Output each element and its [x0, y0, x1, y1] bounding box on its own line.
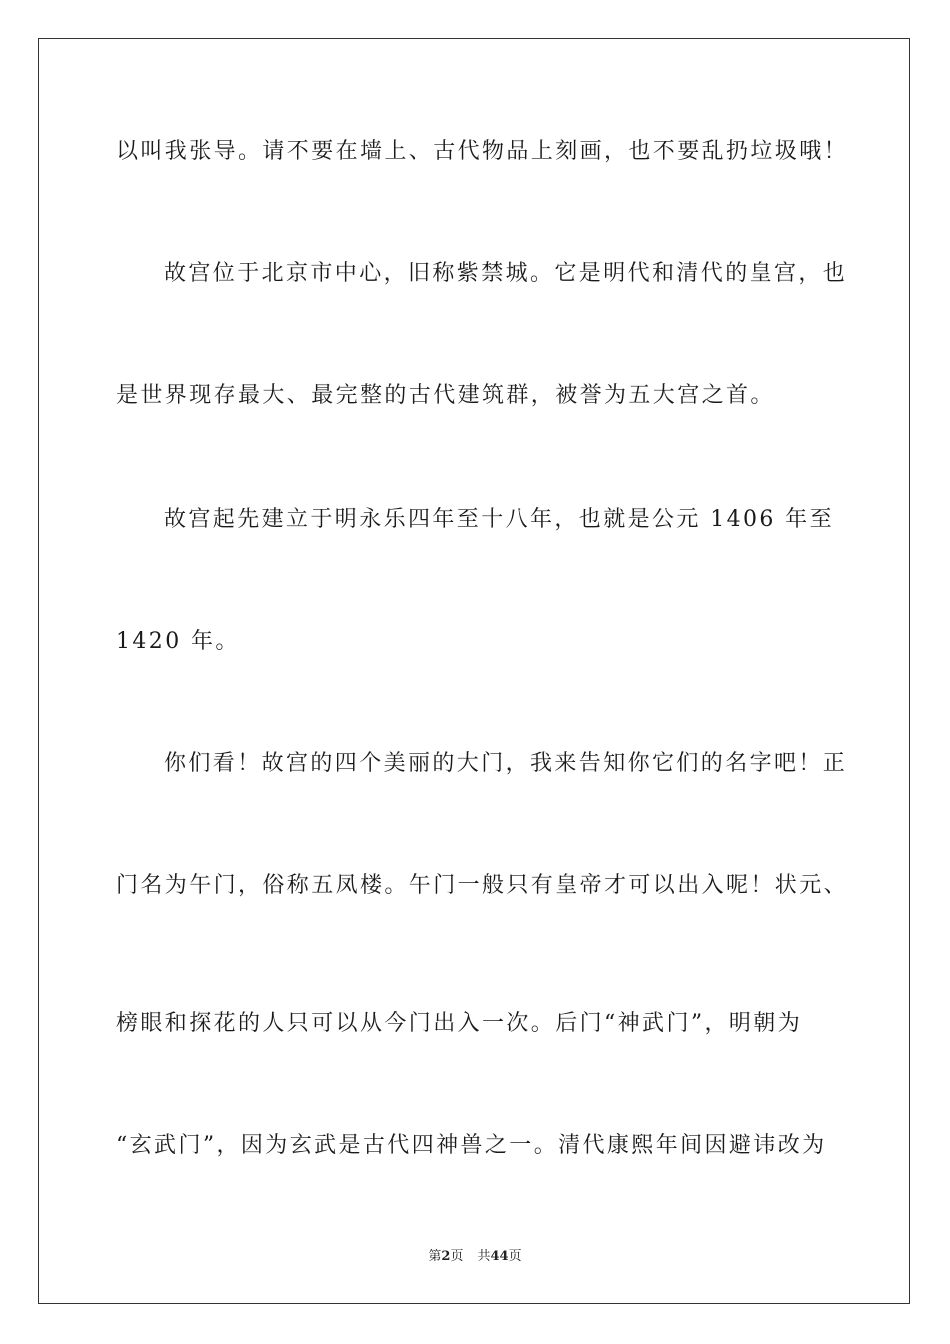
- text-line-9: “玄武门”，因为玄武是古代四神兽之一。清代康熙年间因避讳改为: [116, 1133, 827, 1158]
- footer-page-number: 2: [441, 1249, 451, 1264]
- footer-total-prefix: 共: [477, 1249, 491, 1264]
- text-line-6: 你们看！故宫的四个美丽的大门，我来告知你它们的名字吧！正: [164, 751, 848, 776]
- text-line-3: 是世界现存最大、最完整的古代建筑群，被誉为五大宫之首。: [116, 383, 775, 408]
- text-line-4: 故宫起先建立于明永乐四年至十八年，也就是公元 1406 年至: [164, 507, 834, 532]
- text-line-1: 以叫我张导。请不要在墙上、古代物品上刻画，也不要乱扔垃圾哦！: [116, 139, 849, 164]
- footer-page-suffix: 页: [450, 1249, 464, 1264]
- text-line-7: 门名为午门，俗称五凤楼。午门一般只有皇帝才可以出入呢！状元、: [116, 873, 849, 898]
- footer-total-suffix: 页: [508, 1249, 522, 1264]
- footer-page-prefix: 第: [428, 1249, 442, 1264]
- text-line-2: 故宫位于北京市中心，旧称紫禁城。它是明代和清代的皇宫，也: [164, 261, 848, 286]
- page-border: [38, 38, 910, 1304]
- footer-total-pages: 44: [490, 1249, 509, 1264]
- page-footer: [0, 1248, 950, 1266]
- text-line-5: 1420 年。: [116, 629, 240, 654]
- text-line-8: 榜眼和探花的人只可以从今门出入一次。后门“神武门”，明朝为: [116, 1011, 803, 1036]
